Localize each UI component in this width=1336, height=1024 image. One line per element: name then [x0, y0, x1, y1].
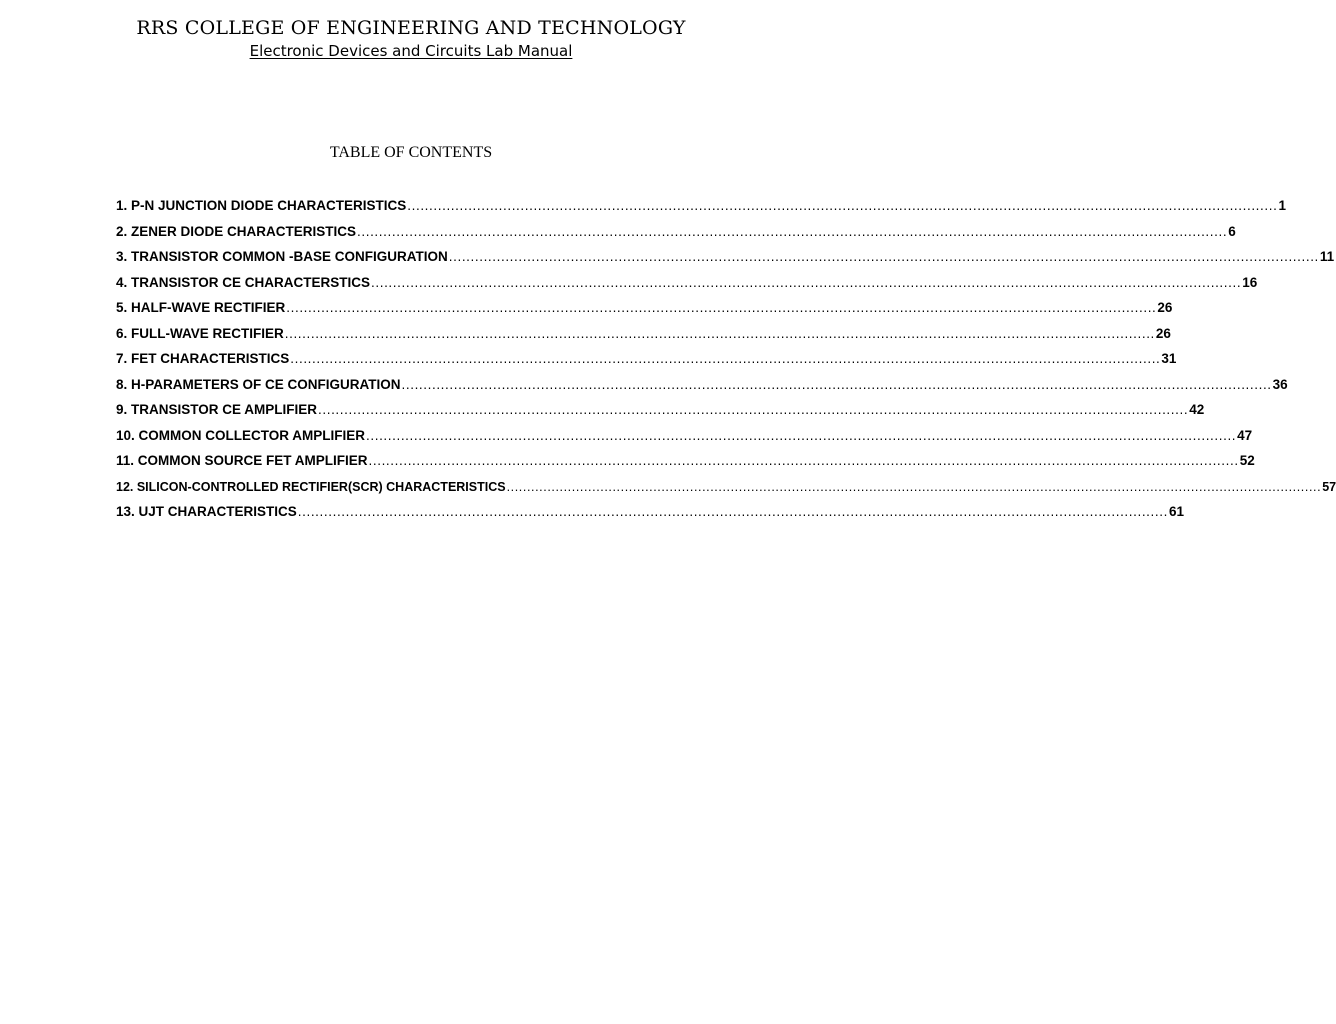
toc-entry-page: 26	[1157, 300, 1173, 315]
toc-entry[interactable]	[116, 298, 1173, 324]
toc-entry-label: 10. COMMON COLLECTOR AMPLIFIER	[116, 427, 366, 443]
toc-leader-dots: ........................................................................................................................................................................................................	[357, 223, 1228, 239]
toc-leader-dots: ........................................................................................................................................................................................................	[297, 504, 1168, 519]
toc-entry-label: 9. TRANSISTOR CE AMPLIFIER	[116, 402, 318, 417]
toc-leader-dots: ........................................................................................................................................................................................................	[407, 198, 1278, 213]
toc-entry-page: 47	[1237, 427, 1253, 443]
toc-entry-label: 7. FET CHARACTERISTICS	[116, 351, 290, 366]
toc-list	[116, 196, 1336, 528]
toc-entry-label: 6. FULL-WAVE RECTIFIER	[116, 325, 284, 341]
toc-entry-page: 57	[1322, 479, 1336, 494]
toc-entry[interactable]	[116, 247, 1335, 273]
toc-entry-label: 12. SILICON-CONTROLLED RECTIFIER(SCR) CHARACTERISTICS	[116, 479, 506, 494]
manual-title: Electronic Devices and Circuits Lab Manual	[249, 42, 573, 60]
college-name: RRS COLLEGE OF ENGINEERING AND TECHNOLOGY	[136, 17, 686, 39]
toc-entry-page: 31	[1161, 351, 1177, 366]
toc-leader-dots: ........................................................................................................................................................................................................	[284, 325, 1155, 341]
toc-entry-label: 5. HALF-WAVE RECTIFIER	[116, 300, 286, 315]
toc-leader-dots: ........................................................................................................................................................................................................	[290, 351, 1161, 366]
toc-heading: TABLE OF CONTENTS	[329, 144, 493, 161]
toc-leader-dots: ........................................................................................................................................................................................................	[506, 479, 1322, 494]
toc-entry-page: 36	[1272, 376, 1288, 392]
toc-entry-label: 11. COMMON SOURCE FET AMPLIFIER	[116, 453, 368, 468]
toc-entry-page: 61	[1168, 504, 1184, 519]
toc-leader-dots: ........................................................................................................................................................................................................	[368, 453, 1239, 468]
toc-entry[interactable]	[116, 375, 1288, 401]
toc-entry-page: 52	[1239, 453, 1255, 468]
toc-leader-dots: ........................................................................................................................................................................................................	[371, 274, 1242, 290]
toc-entry[interactable]	[116, 273, 1258, 299]
toc-entry[interactable]	[116, 451, 1255, 477]
toc-entry-label: 1. P-N JUNCTION DIODE CHARACTERISTICS	[116, 198, 407, 213]
toc-leader-dots: ........................................................................................................................................................................................................	[401, 376, 1272, 392]
toc-leader-dots: ........................................................................................................................................................................................................	[448, 249, 1319, 264]
page-header	[0, 16, 822, 62]
toc-entry-page: 11	[1319, 249, 1335, 264]
toc-entry-label: 2. ZENER DIODE CHARACTERISTICS	[116, 223, 357, 239]
toc-entry-page: 1	[1278, 198, 1286, 213]
toc-entry[interactable]	[116, 222, 1236, 248]
toc-entry-label: 13. UJT CHARACTERISTICS	[116, 504, 297, 519]
toc-entry-label: 8. H-PARAMETERS OF CE CONFIGURATION	[116, 376, 401, 392]
toc-entry[interactable]	[116, 324, 1171, 350]
toc-entry-page: 16	[1242, 274, 1258, 290]
toc-leader-dots: ........................................................................................................................................................................................................	[366, 427, 1237, 443]
toc-entry-label: 4. TRANSISTOR CE CHARACTERSTICS	[116, 274, 371, 290]
toc-entry-label: 3. TRANSISTOR COMMON -BASE CONFIGURATION	[116, 249, 448, 264]
toc-entry[interactable]	[116, 502, 1184, 528]
toc-leader-dots: ........................................................................................................................................................................................................	[318, 402, 1189, 417]
toc-leader-dots: ........................................................................................................................................................................................................	[286, 300, 1157, 315]
toc-entry-page: 42	[1189, 402, 1205, 417]
toc-entry[interactable]	[116, 196, 1286, 222]
toc-entry[interactable]	[116, 349, 1177, 375]
toc-entry-page: 26	[1155, 325, 1171, 341]
toc-entry-page: 6	[1228, 223, 1236, 239]
toc-entry[interactable]	[116, 477, 1336, 503]
toc-entry[interactable]	[116, 400, 1205, 426]
toc-entry[interactable]	[116, 426, 1253, 452]
